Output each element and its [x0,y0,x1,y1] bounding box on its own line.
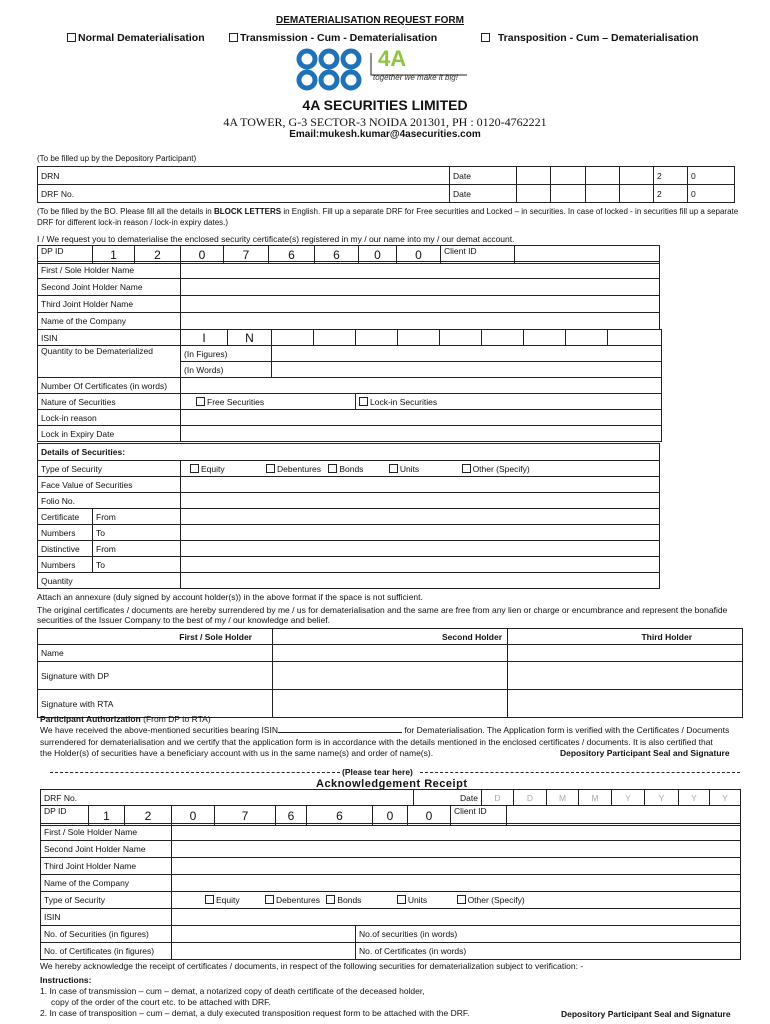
face-value-label: Face Value of Securities [38,477,181,493]
dp-id-label: DP ID [38,246,93,264]
name-label: Name [38,645,273,662]
form-title: DEMATERIALISATION REQUEST FORM [276,15,464,26]
checkbox[interactable] [205,895,214,904]
option-label: Debentures [276,895,320,905]
date-cell[interactable]: Y [612,790,645,806]
annexure-note: Attach an annexure (duly signed by account holder(s)) in the above format if the space is not sufficient. [37,592,423,602]
distinctive-label: Distinctive [38,541,93,557]
ack-holder-table [40,823,741,960]
dp-digit: 7 [224,246,269,264]
from-label: From [93,541,181,557]
ack-drf-label: DRF No. [41,790,414,806]
company-label: Name of the Company [38,313,181,330]
dp-seal-label: Depository Participant Seal and Signature [560,748,730,758]
date-cell[interactable] [586,167,620,185]
type-label: Type of Security [38,461,181,477]
dp-digit: 0 [172,806,215,826]
instruction-1b: copy of the order of the court etc. to be attached with DRF. [51,997,271,1007]
ack-second-field[interactable] [172,841,741,858]
cert-fig-field[interactable] [172,943,356,960]
sig-rta-label: Signature with RTA [38,690,273,718]
details-table [37,443,660,589]
type-debentures[interactable] [265,895,320,905]
sig-rta-field[interactable] [508,690,743,718]
bo-note-text: (To be filled by the BO. Please fill all the details in [37,207,214,216]
isin-cell[interactable] [608,330,662,346]
bo-note [37,206,742,228]
sig-dp-field[interactable] [508,662,743,690]
to-label: To [93,525,181,541]
type-units[interactable] [397,895,427,905]
third-holder-header: Third Holder [508,629,743,645]
holders-table [37,628,743,718]
dp-digit: 1 [89,806,125,826]
date-cell[interactable] [586,185,620,203]
lockin-expiry-label: Lock in Expiry Date [38,426,181,442]
option-label: Bonds [337,895,362,905]
first-holder-label: First / Sole Holder Name [38,262,181,279]
option-label: Free Securities [207,396,265,407]
type-equity[interactable] [205,895,240,905]
ack-drf-table [40,789,741,806]
numbers-label: Numbers [38,557,93,573]
cert-to-field[interactable] [181,525,660,541]
surrender-note: The original certificates / documents are hereby surrendered by me / us for dematerialisation and the same are free from any lien or charge or encumbrance and represent the bonafide securities of the Issuer Company to the best of my / our knowledge and belief. [37,605,728,625]
ack-client-id-label: Client ID [451,806,507,826]
type-other[interactable] [462,464,530,474]
ack-second-label: Second Joint Holder Name [41,841,172,858]
company-name: 4A SECURITIES LIMITED [302,97,468,113]
participant-text: for Dematerialisation. The Application form is verified with the Certificates / Documents [401,725,730,735]
year-digit: 0 [688,167,735,185]
numbers-label: Numbers [38,525,93,541]
sig-dp-label: Signature with DP [38,662,273,690]
quantity-label: Quantity [38,573,181,589]
ack-first-field[interactable] [172,824,741,841]
instructions-title: Instructions: [40,975,92,985]
dp-digit: 0 [397,246,441,264]
certificate-label: Certificate [38,509,93,525]
type-debentures[interactable] [266,464,321,474]
option-label: Units [407,895,428,905]
date-cell[interactable]: M [579,790,612,806]
dp-digit: 6 [269,246,315,264]
year-digit: 0 [688,185,735,203]
date-cell[interactable] [620,185,654,203]
isin-cell[interactable] [482,330,524,346]
checkbox[interactable] [481,33,490,42]
in-words-label: (In Words) [181,362,272,378]
participant-title [40,714,211,724]
option-label: Equity [216,895,240,905]
isin-blank[interactable] [278,732,402,733]
dist-to-field[interactable] [181,557,660,573]
tear-line [420,772,740,773]
qty-figures-field[interactable] [272,346,662,362]
option-transmission[interactable] [229,32,437,44]
isin-cell[interactable] [272,330,314,346]
checkbox[interactable] [397,895,406,904]
isin-cell[interactable] [398,330,440,346]
sig-rta-field[interactable] [273,690,508,718]
qty-words-field[interactable] [272,362,662,378]
ack-note: We hereby acknowledge the receipt of certificates / documents, in respect of the following securities for dematerialization subject to verification: - [40,961,584,971]
date-cell[interactable] [551,185,586,203]
checkbox[interactable] [229,33,238,42]
request-text: I / We request you to dematerialise the enclosed security certificate(s) registered in my / our name into my / our demat account. [37,234,515,244]
isin-cell[interactable] [524,330,566,346]
tear-line [50,772,340,773]
dp-digit: 2 [125,806,172,826]
ack-first-label: First / Sole Holder Name [41,824,172,841]
dp-digit: 6 [276,806,307,826]
ack-company-field[interactable] [172,875,741,892]
logo-text: 4A [378,46,407,71]
option-label: Normal Dematerialisation [78,32,205,44]
details-title: Details of Securities: [38,444,660,461]
company-address: 4A TOWER, G-3 SECTOR-3 NOIDA 201301, PH : 0120-4762221 [223,115,547,129]
participant-line3: the Holder(s) of securities have a beneficiary account with us in the same name(s) and order of name(s). [40,748,434,758]
ack-type-label: Type of Security [41,892,172,909]
checkbox[interactable] [326,895,335,904]
isin-char: N [228,330,272,346]
dp-seal-label: Depository Participant Seal and Signature [561,1009,731,1019]
instruction-2: 2. In case of transposition – cum – demat, a duly executed transposition request form to be attached with the DRF. [40,1008,470,1018]
date-label: Date [450,185,517,203]
lockin-reason-field[interactable] [181,410,662,426]
cert-from-field[interactable] [181,509,660,525]
ack-date-label: Date [414,790,482,806]
ack-third-field[interactable] [172,858,741,875]
lockin-securities-option[interactable] [356,394,662,410]
checkbox[interactable] [457,895,466,904]
isin-cell[interactable] [314,330,356,346]
first-holder-header: First / Sole Holder [38,629,273,645]
folio-field[interactable] [181,493,660,509]
dp-digit: 6 [307,806,373,826]
checkbox[interactable] [67,33,76,42]
checkbox[interactable] [190,464,199,473]
isin-char: I [181,330,228,346]
company-field[interactable] [181,313,660,330]
option-normal[interactable] [67,32,205,44]
option-label: Transposition - Cum – Dematerialisation [497,32,699,44]
checkbox[interactable] [389,464,398,473]
checkbox[interactable] [266,464,275,473]
dp-digit: 2 [135,246,181,264]
drn-label: DRN [38,167,450,185]
date-cell[interactable] [551,167,586,185]
cert-words-label: No. of Certificates (in words) [356,943,741,960]
sec-fig-label: No. of Securities (in figures) [41,926,172,943]
dp-digit: 6 [315,246,359,264]
isin-cell[interactable] [440,330,482,346]
dp-digit: 0 [359,246,397,264]
type-other[interactable] [457,895,525,905]
client-id-label: Client ID [441,246,515,264]
qty-label: Quantity to be Dematerialized [38,346,181,378]
option-label: Bonds [339,463,364,474]
tear-here: (Please tear here) [342,767,413,777]
ack-title: Acknowledgement Receipt [316,778,468,790]
ack-dp-id-label: DP ID [41,806,89,826]
ack-third-label: Third Joint Holder Name [41,858,172,875]
bo-note-bold: BLOCK LETTERS [213,207,282,216]
date-cell[interactable]: Y [645,790,679,806]
second-name-field[interactable] [273,645,508,662]
nature-label: Nature of Securities [38,394,181,410]
bo-note-text: in English. Fill up a separate DRF for Free securities and Locked – in securities. In case of locked - in securities fill up a separate DRF for different lock-in reason / lock-in expiry dates.) [37,207,739,227]
participant-line2: surrendered for dematerialisation and we certify that the application form is in accordance with the details mentioned in the enclosed certificates / documents. It is also certified that [40,737,713,747]
checkbox[interactable] [462,464,471,473]
isin-cell[interactable] [356,330,398,346]
dp-digit: 0 [408,806,451,826]
cert-fig-label: No. of Certificates (in figures) [41,943,172,960]
date-cell[interactable]: M [547,790,579,806]
second-holder-field[interactable] [181,279,660,296]
ack-isin-field[interactable] [172,909,741,926]
to-label: To [93,557,181,573]
option-label: Other (Specify) [467,895,525,905]
checkbox[interactable] [359,397,368,406]
type-units[interactable] [389,464,419,474]
date-cell[interactable]: Y [710,790,741,806]
type-bonds[interactable] [326,895,361,905]
dp-digit: 7 [215,806,276,826]
checkbox[interactable] [328,464,337,473]
date-cell[interactable] [620,167,654,185]
date-cell[interactable]: D [482,790,514,806]
participant-line1 [40,725,729,735]
third-holder-label: Third Joint Holder Name [38,296,181,313]
ack-company-label: Name of the Company [41,875,172,892]
date-cell[interactable] [517,185,551,203]
year-digit: 2 [654,167,688,185]
isin-label: ISIN [38,330,181,346]
face-value-field[interactable] [181,477,660,493]
quantity-field[interactable] [181,573,660,589]
second-holder-header: Second Holder [273,629,508,645]
type-bonds[interactable] [328,464,363,474]
logo-tagline: together we make it big! [373,73,458,82]
second-holder-label: Second Joint Holder Name [38,279,181,296]
drf-label: DRF No. [38,185,450,203]
instruction-1a: 1. In case of transmission – cum – demat, a notarized copy of death certificate of the deceased holder, [40,986,425,996]
year-digit: 2 [654,185,688,203]
from-label: From [93,509,181,525]
folio-label: Folio No. [38,493,181,509]
date-cell[interactable] [517,167,551,185]
participant-title-text: Participant Authorization [40,714,141,724]
num-certs-label: Number Of Certificates (in words) [38,378,181,394]
first-holder-field[interactable] [181,262,660,279]
option-label: Lock-in Securities [370,396,438,407]
date-label: Date [450,167,517,185]
security-type-options [181,461,660,477]
sec-fig-field[interactable] [172,926,356,943]
dp-digit: 1 [93,246,135,264]
lockin-expiry-field[interactable] [181,426,662,442]
option-label: Other (Specify) [472,463,530,474]
participant-sub: (From DP to RTA) [140,714,211,724]
isin-cell[interactable] [566,330,608,346]
checkbox[interactable] [196,397,205,406]
sig-dp-field[interactable] [273,662,508,690]
dp-note: (To be filled up by the Depository Participant) [37,154,197,163]
third-name-field[interactable] [508,645,743,662]
company-email: Email:mukesh.kumar@4asecurities.com [289,129,481,140]
dist-from-field[interactable] [181,541,660,557]
option-label: Units [399,463,420,474]
in-figures-label: (In Figures) [181,346,272,362]
ack-type-options [172,892,741,909]
ack-isin-label: ISIN [41,909,172,926]
option-label: Equity [201,463,225,474]
sec-words-label: No.of securities (in words) [356,926,741,943]
option-transposition[interactable] [481,32,699,44]
num-certs-field[interactable] [181,378,662,394]
drn-table [37,166,735,203]
type-equity[interactable] [190,464,225,474]
dp-digit: 0 [181,246,224,264]
lockin-reason-label: Lock-in reason [38,410,181,426]
dp-digit: 0 [373,806,408,826]
holder-table [37,261,660,330]
checkbox[interactable] [265,895,274,904]
free-securities-option[interactable] [181,394,356,410]
option-label: Transmission - Cum - Dematerialisation [240,32,438,44]
date-cell[interactable]: D [514,790,547,806]
participant-text: We have received the above-mentioned securities bearing ISIN [40,725,278,735]
option-label: Debentures [277,463,321,474]
third-holder-field[interactable] [181,296,660,313]
isin-qty-table [37,329,662,442]
date-cell[interactable]: Y [679,790,710,806]
